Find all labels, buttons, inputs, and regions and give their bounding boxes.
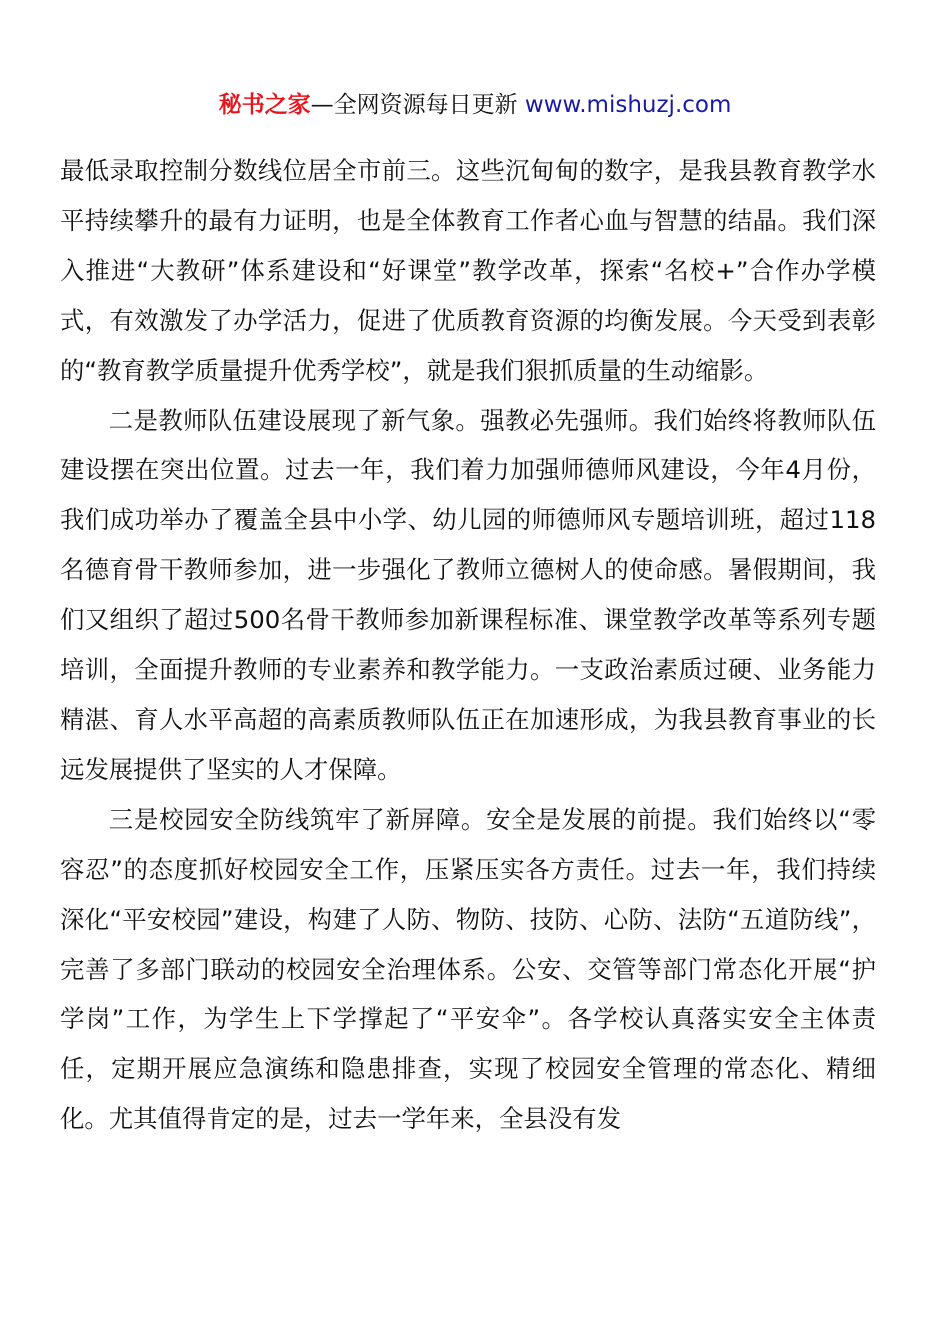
paragraph-campus-safety: 三是校园安全防线筑牢了新屏障。安全是发展的前提。我们始终以“零容忍”的态度抓好校园安全工作，压紧压实各方责任。过去一年，我们持续深化“平安校园”建设，构建了人防、物防、技防、心防、法防“五道防线”，完善了多部门联动的校园安全治理体系。公安、交管等部门常态化开展“护学岗”工作，为学生上下学撑起了“平安伞”。各学校认真落实安全主体责任，定期开展应急演练和隐患排查，实现了校园安全管理的常态化、精细化。尤其值得肯定的是，过去一学年来，全县没有发	[60, 804, 876, 1134]
site-url-link[interactable]: www.mishuzj.com	[524, 92, 732, 118]
site-tagline: —全网资源每日更新	[310, 92, 525, 118]
paragraph-continued: 最低录取控制分数线位居全市前三。这些沉甸甸的数字，是我县教育教学水平持续攀升的最有力证明，也是全体教育工作者心血与智慧的结晶。我们深入推进“大教研”体系建设和“好课堂”教学改革，探索“名校+”合作办学模式，有效激发了办学活力，促进了优质教育资源的均衡发展。今天受到表彰的“教育教学质量提升优秀学校”，就是我们狠抓质量的生动缩影。	[60, 156, 876, 385]
site-brand: 秘书之家	[218, 92, 311, 118]
document-body	[60, 146, 876, 1144]
site-header	[0, 88, 950, 122]
paragraph-teacher-team: 二是教师队伍建设展现了新气象。强教必先强师。我们始终将教师队伍建设摆在突出位置。过去一年，我们着力加强师德师风建设，今年4月份，我们成功举办了覆盖全县中小学、幼儿园的师德师风专题培训班，超过118名德育骨干教师参加，进一步强化了教师立德树人的使命感。暑假期间，我们又组织了超过500名骨干教师参加新课程标准、课堂教学改革等系列专题培训，全面提升教师的专业素养和教学能力。一支政治素质过硬、业务能力精湛、育人水平高超的高素质教师队伍正在加速形成，为我县教育事业的长远发展提供了坚实的人才保障。	[60, 405, 876, 784]
